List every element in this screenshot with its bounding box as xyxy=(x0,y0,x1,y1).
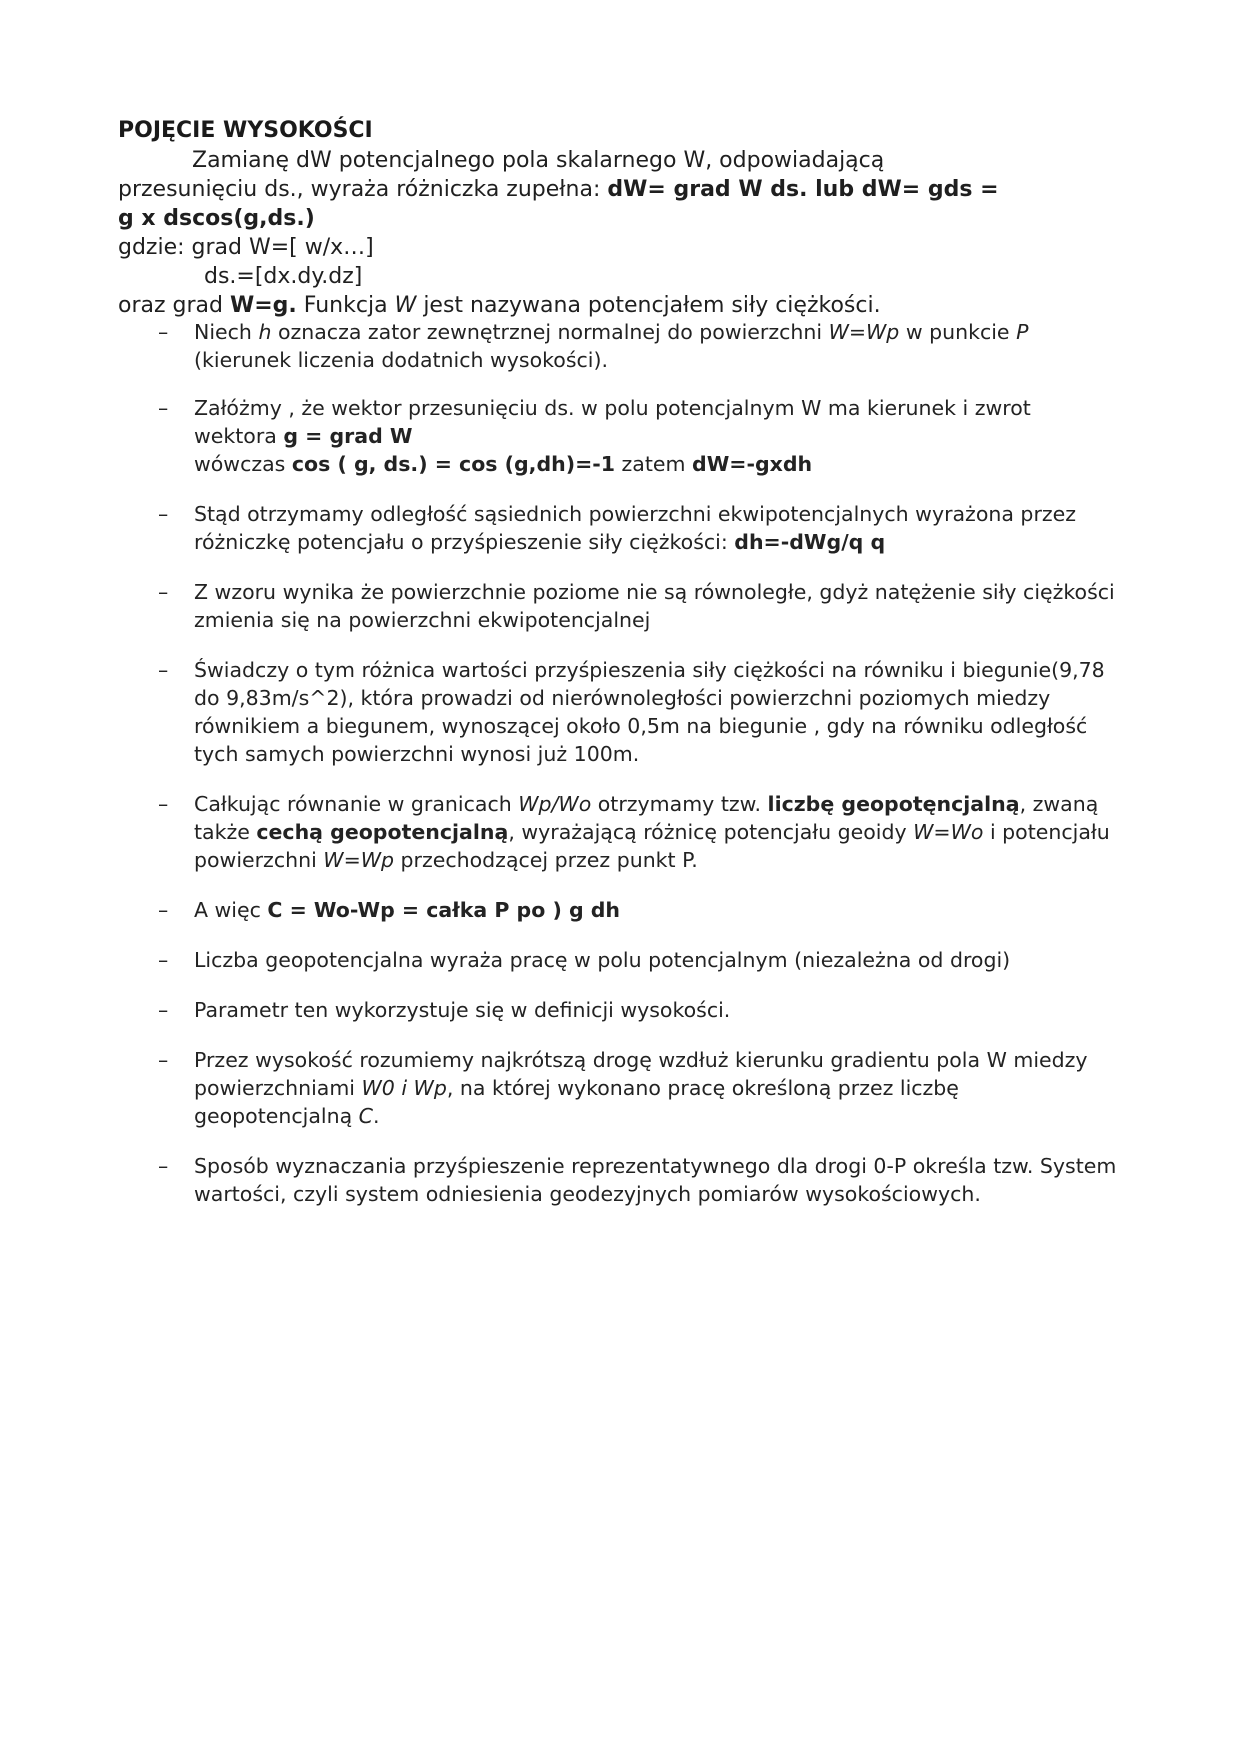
intro-line: przesunięciu ds., wyraża różniczka zupełna: dW= grad W ds. lub dW= gds = xyxy=(118,177,999,202)
intro-line: oraz grad W=g. Funkcja W jest nazywana potencjałem siły ciężkości. xyxy=(118,293,881,318)
dash-bullet: – xyxy=(158,898,169,922)
formula: dW=-gxdh xyxy=(692,452,813,476)
formula: g = grad W xyxy=(283,424,413,448)
intro-line xyxy=(118,204,1128,233)
dash-bullet: – xyxy=(158,948,169,972)
dash-bullet: – xyxy=(158,396,169,420)
list-item: – Całkując równanie w granicach Wp/Wo otrzymamy tzw. liczbę geopotęncjalną, zwaną także cechą geopotencjalną, wyrażającą różnicę potencjału geoidy W=Wo i potencjału powierzchni W=Wp przechodzącej przez punkt P. xyxy=(158,792,1110,872)
formula: W=g. xyxy=(229,293,297,318)
page-title: POJĘCIE WYSOKOŚCI xyxy=(118,118,373,143)
formula: C = Wo-Wp = całka P po ) g dh xyxy=(267,898,621,922)
dash-bullet: – xyxy=(158,1048,169,1072)
dash-bullet: – xyxy=(158,320,169,344)
list-item: – Z wzoru wynika że powierzchnie poziome nie są równoległe, gdyż natężenie siły ciężkości zmienia się na powierzchni ekwipotencjalnej xyxy=(158,580,1115,632)
formula: g x dscos(g,ds.) xyxy=(118,206,315,231)
list-item: – Sposób wyznaczania przyśpieszenie reprezentatywnego dla drogi 0-P określa tzw. System wartości, czyli system odniesienia geodezyjnych pomiarów wysokościowych. xyxy=(158,1154,1117,1206)
intro-line: Zamianę dW potencjalnego pola skalarnego W, odpowiadającą xyxy=(192,148,885,173)
list-item: – A więc C = Wo-Wp = całka P po ) g dh xyxy=(158,898,621,922)
bullet-list xyxy=(118,318,1118,1208)
list-item: – Parametr ten wykorzystuje się w definicji wysokości. xyxy=(158,998,731,1022)
list-item: – Niech h oznacza zator zewnętrznej normalnej do powierzchni W=Wp w punkcie P (kierunek liczenia dodatnich wysokości). xyxy=(158,320,1029,372)
intro-line: ds.=[dx.dy.dz] xyxy=(204,264,363,289)
intro-paragraph xyxy=(118,146,1128,320)
formula: dW= grad W ds. lub dW= gds = xyxy=(607,177,999,202)
dash-bullet: – xyxy=(158,502,169,526)
dash-bullet: – xyxy=(158,998,169,1022)
dash-bullet: – xyxy=(158,1154,169,1178)
dash-bullet: – xyxy=(158,792,169,816)
dash-bullet: – xyxy=(158,580,169,604)
list-item: – Stąd otrzymamy odległość sąsiednich powierzchni ekwipotencjalnych wyrażona przez różniczkę potencjału o przyśpieszenie siły ciężkości: dh=-dWg/q q xyxy=(158,502,1077,554)
list-item: – Liczba geopotencjalna wyraża pracę w polu potencjalnym (niezależna od drogi) xyxy=(158,948,1011,972)
formula: cos ( g, ds.) = cos (g,dh)=-1 xyxy=(291,452,616,476)
list-item: – Przez wysokość rozumiemy najkrótszą drogę wzdłuż kierunku gradientu pola W miedzy powierzchniami W0 i Wp, na której wykonano pracę określoną przez liczbę geopotencjalną C. xyxy=(158,1048,1088,1128)
list-item: – Świadczy o tym różnica wartości przyśpieszenia siły ciężkości na równiku i biegunie(9,78 do 9,83m/s^2), która prowadzi od nierównoległości powierzchni poziomych miedzy równikiem a biegunem, wynoszącej około 0,5m na biegunie , gdy na równiku odległość tych samych powierzchni wynosi już 100m. xyxy=(158,658,1105,766)
dash-bullet: – xyxy=(158,658,169,682)
formula: dh=-dWg/q q xyxy=(734,530,886,554)
list-item: – Załóżmy , że wektor przesunięciu ds. w polu potencjalnym W ma kierunek i zwrot wektora g = grad W wówczas cos ( g, ds.) = cos (g,dh)=-1 zatem dW=-gxdh xyxy=(158,396,1031,476)
intro-line: gdzie: grad W=[ w/x…] xyxy=(118,235,374,260)
